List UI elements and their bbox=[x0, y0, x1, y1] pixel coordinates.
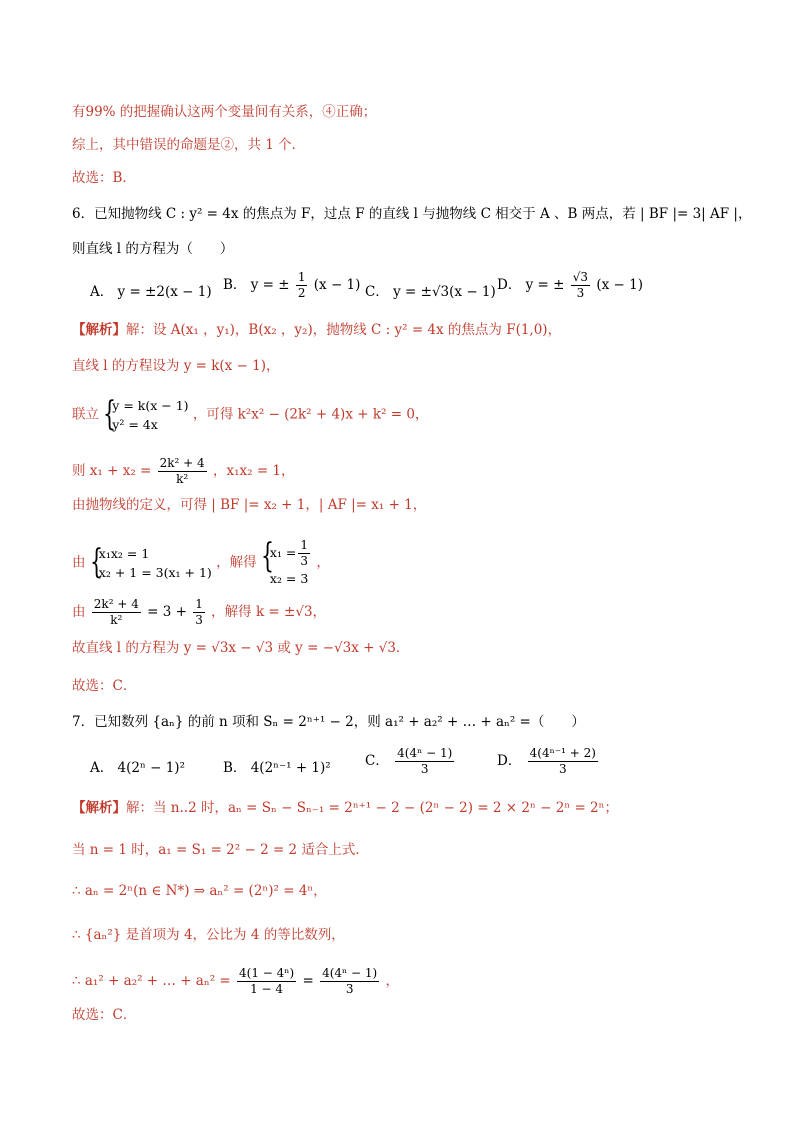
solution-text: ∴ a₁² + a₂² + … + aₙ² = bbox=[72, 973, 231, 989]
solution-line: 由抛物线的定义，可得 | BF |= x₂ + 1，| AF |= x₁ + 1， bbox=[72, 497, 427, 513]
numerator: 1 bbox=[300, 538, 309, 552]
solution-text: = bbox=[302, 973, 314, 989]
denominator: k² bbox=[176, 472, 189, 486]
fraction bbox=[237, 966, 296, 997]
numerator: 4(4ⁿ⁻¹ + 2) bbox=[529, 746, 596, 760]
equation-system bbox=[103, 396, 188, 434]
solution-text: ，x₁x₂ = 1， bbox=[212, 463, 295, 479]
fraction bbox=[395, 746, 454, 777]
brace-icon: { bbox=[89, 542, 103, 582]
denominator: 3 bbox=[576, 286, 585, 300]
option-b bbox=[223, 270, 360, 301]
numerator: 2k² + 4 bbox=[93, 597, 139, 611]
solution-line bbox=[72, 396, 428, 434]
system-row: y² = 4x bbox=[112, 417, 158, 432]
denominator: 1 − 4 bbox=[250, 982, 284, 996]
numerator: √3 bbox=[572, 270, 589, 284]
option-a: A． 4(2ⁿ − 1)² bbox=[90, 760, 185, 776]
denominator: 3 bbox=[195, 613, 203, 627]
numerator: 4(1 − 4ⁿ) bbox=[239, 966, 295, 980]
solution-line bbox=[72, 966, 399, 997]
solution-text: ， bbox=[316, 554, 330, 571]
system-row bbox=[270, 538, 312, 569]
solution-text: ，解得 bbox=[216, 554, 257, 571]
solution-line: ∴ aₙ = 2ⁿ(n ∈ N*) ⇒ aₙ² = (2ⁿ)² = 4ⁿ， bbox=[72, 883, 327, 899]
solution-line: ∴ {aₙ²} 是首项为 4，公比为 4 的等比数列， bbox=[72, 927, 345, 943]
option-c bbox=[365, 746, 456, 777]
fraction bbox=[158, 456, 207, 487]
denominator: k² bbox=[110, 613, 123, 627]
numerator: 2k² + 4 bbox=[159, 456, 205, 470]
option-a: A． y = ±2(x − 1) bbox=[90, 284, 212, 300]
denominator: 3 bbox=[420, 762, 429, 776]
denominator: 3 bbox=[345, 982, 354, 996]
solution-line bbox=[72, 320, 561, 340]
brace-icon: { bbox=[260, 536, 274, 576]
solution-line: 当 n = 1 时，a₁ = S₁ = 2² − 2 = 2 适合上式． bbox=[72, 842, 369, 858]
brace-icon: { bbox=[103, 394, 117, 434]
option-tail: (x − 1) bbox=[596, 277, 643, 293]
solution-text: 由 bbox=[72, 554, 86, 571]
text-line: 有99% 的把握确认这两个变量间有关系，④正确； bbox=[72, 104, 377, 120]
option-label: C． bbox=[365, 753, 389, 769]
system-row: x₂ = 3 bbox=[269, 571, 309, 586]
solution-line: 故直线 l 的方程为 y = √3x − √3 或 y = −√3x + √3． bbox=[72, 640, 410, 656]
question-6-stem: 则直线 l 的方程为（ ） bbox=[72, 241, 234, 257]
solution-text: ，解得 k = ±√3， bbox=[211, 604, 327, 620]
solution-text: ， bbox=[385, 973, 400, 989]
question-6-stem: 6．已知抛物线 C : y² = 4x 的焦点为 F，过点 F 的直线 l 与抛物线 C 相交于 A 、B 两点，若 | BF |= 3| AF |， bbox=[72, 206, 752, 222]
equation-system bbox=[90, 544, 212, 582]
option-label: D． y = ± bbox=[497, 277, 565, 293]
option-c: C． y = ±√3(x − 1) bbox=[365, 284, 496, 300]
fraction bbox=[571, 270, 590, 301]
numerator: 1 bbox=[195, 597, 203, 611]
system-row: x₁x₂ = 1 bbox=[98, 546, 150, 561]
solution-text: 由 bbox=[72, 604, 86, 620]
option-tail: (x − 1) bbox=[313, 277, 361, 293]
solution-text: 解：当 n..2 时，aₙ = Sₙ − Sₙ₋₁ = 2ⁿ⁺¹ − 2 − (2ⁿ − 2) = 2 × 2ⁿ − 2ⁿ = 2ⁿ； bbox=[126, 800, 618, 816]
analysis-tag: 【解析】 bbox=[72, 322, 126, 338]
solution-line: 故选：C． bbox=[72, 678, 137, 694]
denominator: 3 bbox=[558, 762, 567, 776]
fraction bbox=[320, 966, 379, 997]
fraction bbox=[193, 597, 205, 628]
analysis-tag: 【解析】 bbox=[72, 800, 126, 816]
system-text: x₁ = bbox=[269, 545, 297, 560]
option-label: B． y = ± bbox=[223, 277, 290, 293]
fraction bbox=[528, 746, 598, 777]
denominator: 2 bbox=[297, 286, 306, 300]
equation-system bbox=[261, 538, 312, 588]
fraction bbox=[298, 538, 310, 569]
system-row: x₂ + 1 = 3(x₁ + 1) bbox=[98, 565, 212, 580]
solution-line: 故选：C． bbox=[72, 1007, 137, 1023]
numerator: 4(4ⁿ − 1) bbox=[397, 746, 453, 760]
numerator: 1 bbox=[297, 270, 306, 284]
system-row: y = k(x − 1) bbox=[112, 398, 189, 413]
text-line: 综上，其中错误的命题是②，共 1 个． bbox=[72, 137, 306, 153]
option-label: D． bbox=[497, 753, 522, 769]
text-line: 故选：B． bbox=[72, 170, 136, 186]
solution-text: 解：设 A(x₁ ，y₁)，B(x₂ ，y₂)，抛物线 C : y² = 4x 的焦点为 F(1,0)， bbox=[126, 322, 562, 338]
option-b: B． 4(2ⁿ⁻¹ + 1)² bbox=[223, 760, 331, 776]
solution-line bbox=[72, 597, 326, 628]
fraction bbox=[296, 270, 308, 301]
fraction bbox=[92, 597, 141, 628]
question-7-stem: 7．已知数列 {aₙ} 的前 n 项和 Sₙ = 2ⁿ⁺¹ − 2，则 a₁² + a₂² + … + aₙ² =（ ） bbox=[72, 714, 585, 730]
solution-text: 则 x₁ + x₂ = bbox=[72, 463, 152, 479]
solution-line bbox=[72, 456, 295, 487]
solution-text: 联立 bbox=[72, 406, 99, 423]
solution-line bbox=[72, 538, 330, 588]
denominator: 3 bbox=[300, 554, 309, 568]
numerator: 4(4ⁿ − 1) bbox=[322, 966, 378, 980]
solution-text: = 3 + bbox=[147, 604, 187, 620]
solution-text: ，可得 k²x² − (2k² + 4)x + k² = 0， bbox=[192, 406, 429, 423]
option-d bbox=[497, 270, 643, 301]
option-d bbox=[497, 746, 600, 777]
solution-line: 直线 l 的方程设为 y = k(x − 1)， bbox=[72, 358, 280, 374]
solution-line bbox=[72, 798, 618, 818]
